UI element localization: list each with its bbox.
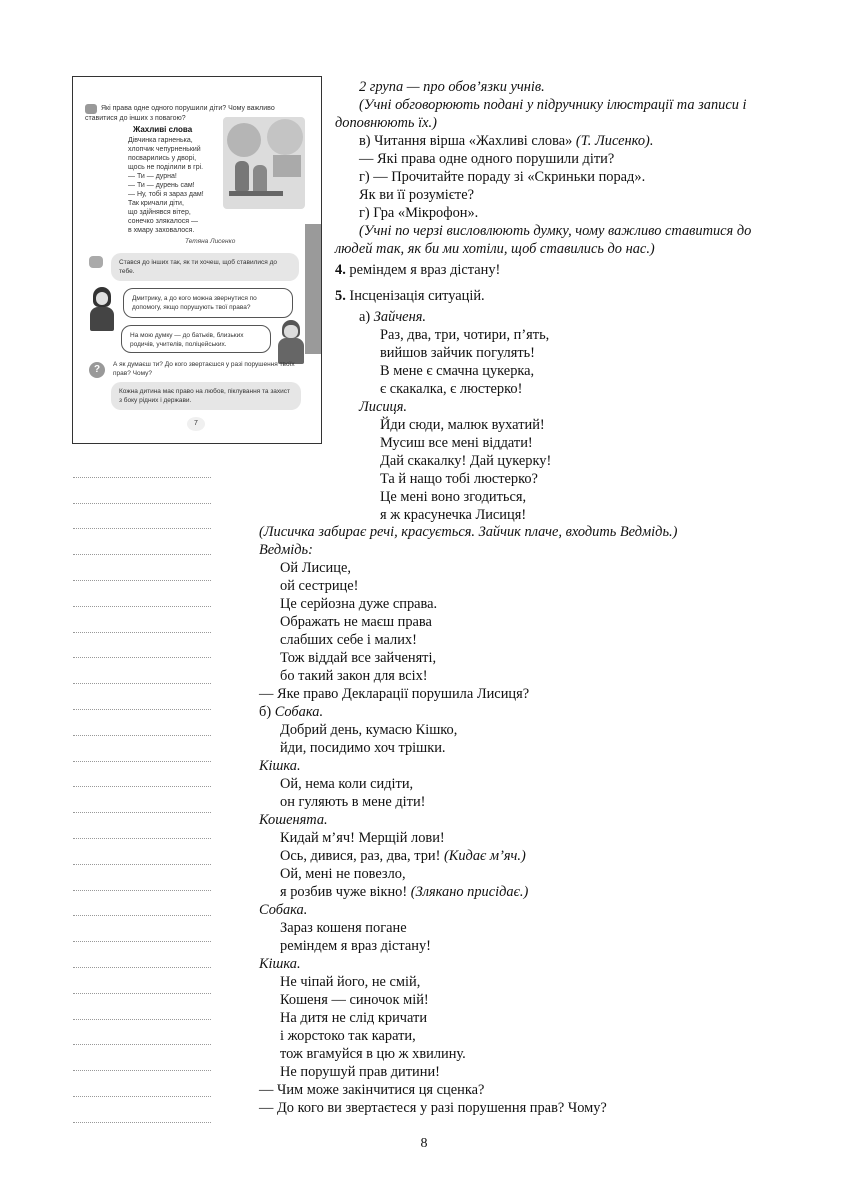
verse-line: Ой, мені не повезло,: [280, 866, 406, 882]
inset-question-2: А як думаєш ти? До кого звертаєшся у разі порушення твоїх прав? Чому?: [113, 361, 295, 377]
line-game: г) Гра «Мікрофон».: [359, 205, 479, 221]
verse-line: Кидай м’яч! Мерщій лови!: [280, 830, 445, 846]
role-sobaka-1: б) Собака.: [259, 704, 324, 720]
verse-line: он гуляють в мене діти!: [280, 794, 426, 810]
book-icon: [85, 104, 97, 114]
verse-line: Це серйозна дуже справа.: [280, 596, 438, 612]
role-koshenia: Кошенята.: [259, 812, 328, 828]
verse-line: я розбив чуже вікно! (Злякано присідає.): [280, 884, 529, 900]
tip-bubble: Стався до інших так, як ти хочеш, щоб ставилися до тебе.: [111, 253, 299, 281]
verse-line: Ой Лисице,: [280, 560, 351, 576]
line-advice: г) — Прочитайте пораду зі «Скриньки порад».: [359, 169, 646, 185]
verse-line: реміндем я враз дістану!: [280, 938, 431, 954]
verse-line: я ж красунечка Лисиця!: [380, 507, 527, 523]
advice-box-icon: [89, 256, 103, 268]
verse-line: Не чіпай його, не смій,: [280, 974, 421, 990]
role-zaichenia: а) Зайченя.: [359, 309, 426, 325]
role-sobaka-2: Собака.: [259, 902, 308, 918]
role-lysytsia: Лисиця.: [359, 399, 408, 415]
verse-line: Не порушуй прав дитини!: [280, 1064, 440, 1080]
verse-line: На дитя не слід кричати: [280, 1010, 428, 1026]
verse-line: Зараз кошеня погане: [280, 920, 407, 936]
verse-line: Тож віддай все зайченяті,: [280, 650, 437, 666]
textbook-page-inset: [72, 76, 322, 444]
inset-poem-author: Тетяна Лисенко: [185, 238, 236, 245]
verse-line: слабших себе і малих!: [280, 632, 417, 648]
verse-line: Ось, дивися, раз, два, три! (Кидає м’яч.): [280, 848, 526, 864]
line-discuss-2: доповнюють їх.): [335, 115, 437, 131]
inset-question-1: Які права одне одного порушили діти? Чому важливо ставитися до інших з повагою?: [85, 105, 275, 122]
verse-line: бо такий закон для всіх!: [280, 668, 428, 684]
notes-lines: [73, 452, 211, 1123]
verse-line: вийшов зайчик погулять!: [380, 345, 535, 361]
verse-line: Ображать не маєш права: [280, 614, 432, 630]
verse-line: йди, посидимо хоч трішки.: [280, 740, 446, 756]
answer-bubble: Кожна дитина має право на любов, піклування та захист з боку рідних і держави.: [111, 382, 301, 410]
verse-line: Раз, два, три, чотири, п’ять,: [380, 327, 550, 343]
verse-line: і жорстоко так карати,: [280, 1028, 416, 1044]
question-icon: ?: [89, 362, 105, 378]
verse-line: В мене є смачна цукерка,: [380, 363, 535, 379]
inset-poem: Дівчинка гарненька, хлопчик чепурненький посварились у дворі, щось не поділили в грі. — Ти — дурна! — Ти — дурень сам! — Ну, тобі я зараз дам! Так кричали діти, що здійнявся вітер, сонечко злякалося — в хмару заховалося.: [128, 137, 204, 234]
verse-line: Кошеня — синочок мій!: [280, 992, 429, 1008]
line-understand: Як ви її розумієте?: [359, 187, 474, 203]
line-question-rights: — Які права одне одного порушили діти?: [359, 151, 615, 167]
verse-line: Дай скакалку! Дай цукерку!: [380, 453, 552, 469]
section-4: 4. реміндем я враз дістану!: [335, 262, 501, 278]
line-reading: в) Читання вірша «Жахливі слова» (Т. Лисенко).: [359, 133, 654, 149]
role-kishka-1: Кішка.: [259, 758, 301, 774]
role-vedmid: Ведмідь:: [259, 542, 313, 558]
line-discuss-1: (Учні обговорюють подані у підручнику ілюстрації та записи і: [359, 97, 747, 113]
girl-avatar: [87, 287, 117, 331]
verse-line: є скакалка, є люстерко!: [380, 381, 523, 397]
verse-line: Та й нащо тобі люстерко?: [380, 471, 538, 487]
verse-line: Мусиш все мені віддати!: [380, 435, 533, 451]
boy-speech-bubble: На мою думку — до батьків, близьких родичів, учителів, поліцейських.: [121, 325, 271, 353]
inset-poem-title: Жахливі слова: [133, 125, 193, 134]
stage-direction-1: (Лисичка забирає речі, красується. Зайчик плаче, входить Ведмідь.): [259, 524, 678, 540]
section-5: 5. Інсценізація ситуацій.: [335, 288, 485, 304]
inset-page-number: 7: [187, 417, 205, 431]
boy-avatar: [276, 320, 306, 364]
question-ending: — Чим може закінчитися ця сценка?: [259, 1082, 485, 1098]
verse-line: тож вгамуйся в цю ж хвилину.: [280, 1046, 466, 1062]
verse-line: Добрий день, кумасю Кішко,: [280, 722, 458, 738]
verse-line: Ой, нема коли сидіти,: [280, 776, 414, 792]
verse-line: ой сестрице!: [280, 578, 359, 594]
verse-line: Це мені воно згодиться,: [380, 489, 527, 505]
role-kishka-2: Кішка.: [259, 956, 301, 972]
question-whom: — До кого ви звертаєтеся у разі порушення прав? Чому?: [259, 1100, 607, 1116]
question-declaration: — Яке право Декларації порушила Лисиця?: [259, 686, 530, 702]
page-edge-tab: [305, 224, 321, 354]
line-group2: 2 група — про обов’язки учнів.: [359, 79, 545, 95]
page-number: 8: [420, 1136, 428, 1151]
line-opinion-2: людей так, як би ми хотіли, щоб ставились до нас.): [335, 241, 655, 257]
girl-speech-bubble: Дмитрику, а до кого можна звернутися по допомогу, якщо порушують твої права?: [123, 288, 293, 318]
verse-line: Йди сюди, малюк вухатий!: [380, 417, 545, 433]
line-opinion-1: (Учні по черзі висловлюють думку, чому важливо ставитися до: [359, 223, 752, 239]
children-quarrel-illustration: [223, 117, 305, 209]
